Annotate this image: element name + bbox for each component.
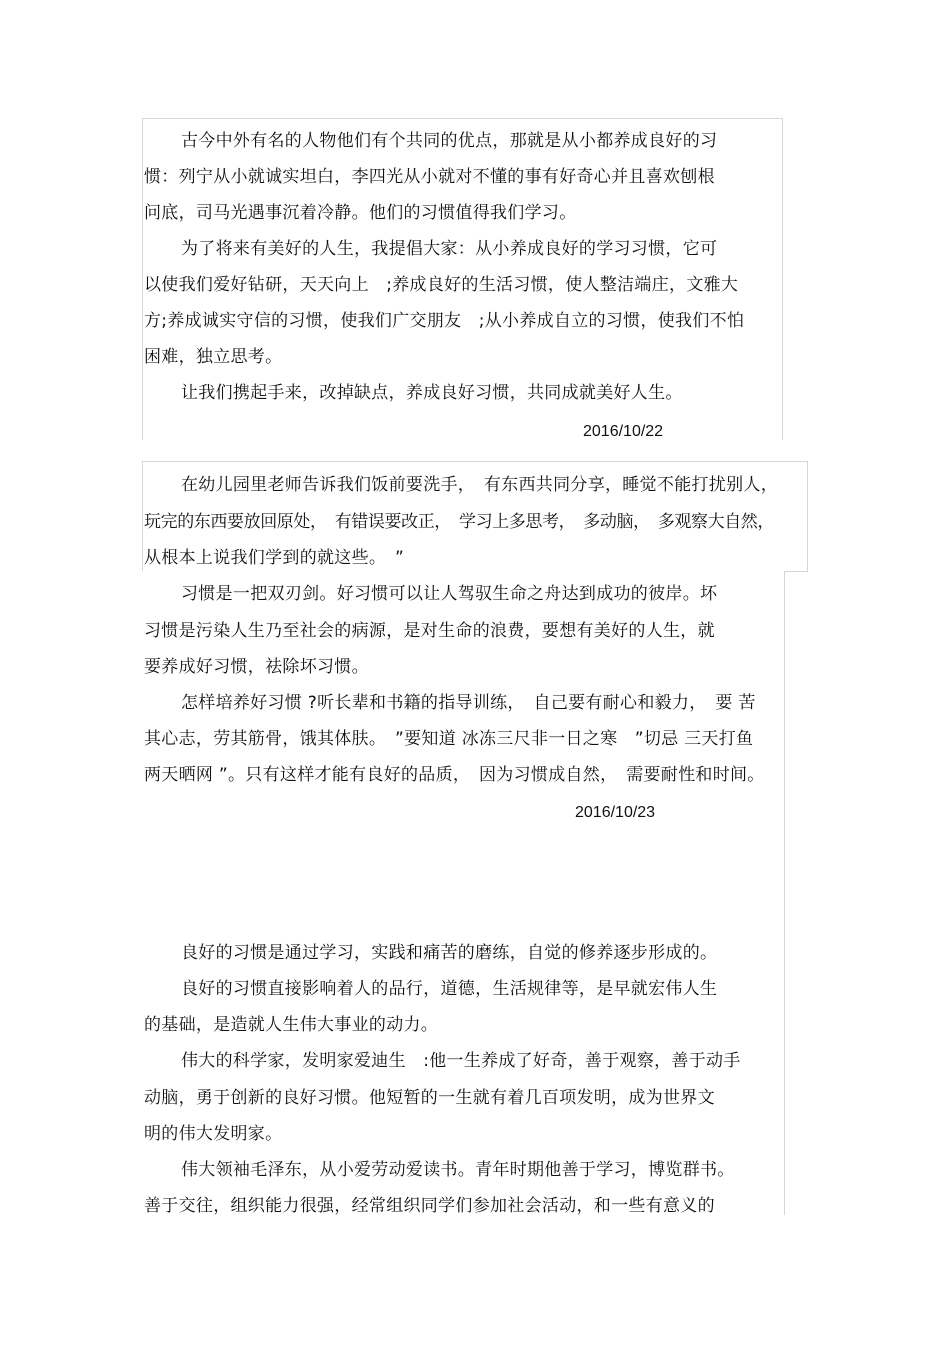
text-line: 善于交往，组织能力很强，经常组织同学们参加社会活动，和一些有意义的 <box>144 1196 715 1216</box>
text-line: 良好的习惯是通过学习，实践和痛苦的磨练，自觉的修养逐步形成的。 <box>181 943 718 963</box>
entry-date: 2016/10/22 <box>583 423 664 440</box>
text-line: 习惯是污染人生乃至社会的病源，是对生命的浪费，要想有美好的人生，就 <box>144 621 715 641</box>
frame-top-1 <box>142 118 783 119</box>
text-line: 方;养成诚实守信的习惯，使我们广交朋友 ;从小养成自立的习惯，使我们不怕 <box>144 311 745 331</box>
frame-right-1 <box>782 118 783 440</box>
text-line: 伟大领袖毛泽东，从小爱劳动爱读书。青年时期他善于学习，博览群书。 <box>181 1160 735 1180</box>
text-line: 从根本上说我们学到的就这些。 ” <box>144 548 405 568</box>
text-line: 动脑，勇于创新的良好习惯。他短暂的一生就有着几百项发明，成为世界文 <box>144 1088 715 1108</box>
frame-right-2 <box>807 461 808 571</box>
entry-date: 2016/10/23 <box>575 804 656 821</box>
text-line: 良好的习惯直接影响着人的品行，道德，生活规律等，是早就宏伟人生 <box>181 979 718 999</box>
text-line: 为了将来有美好的人生，我提倡大家：从小养成良好的学习习惯，它可 <box>181 239 718 259</box>
text-line: 两天晒网 ”。只有这样才能有良好的品质， 因为习惯成自然， 需要耐性和时间。 <box>144 765 765 785</box>
text-line: 问底，司马光遇事沉着冷静。他们的习惯值得我们学习。 <box>144 203 577 223</box>
text-line: 习惯是一把双刃剑。好习惯可以让人驾驭生命之舟达到成功的彼岸。坏 <box>181 584 718 604</box>
text-line: 在幼儿园里老师告诉我们饭前要洗手， 有东西共同分享，睡觉不能打扰别人， <box>181 475 778 495</box>
text-line: 要养成好习惯，祛除坏习惯。 <box>144 657 369 677</box>
text-line: 的基础，是造就人生伟大事业的动力。 <box>144 1015 439 1035</box>
text-line: 怎样培养好习惯 ?听长辈和书籍的指导训练， 自己要有耐心和毅力， 要 苦 <box>181 693 756 713</box>
frame-left-2 <box>142 461 143 571</box>
text-line: 其心志，劳其筋骨，饿其体肤。 ”要知道 冰冻三尺非一日之寒 ”切忌 三天打鱼 <box>144 729 754 749</box>
text-line: 古今中外有名的人物他们有个共同的优点，那就是从小都养成良好的习 <box>181 131 718 151</box>
text-line: 明的伟大发明家。 <box>144 1124 283 1144</box>
text-line: 玩完的东西要放回原处， 有错误要改正， 学习上多思考， 多动脑， 多观察大自然， <box>144 512 774 532</box>
frame-left-1 <box>142 118 143 440</box>
text-line: 困难，独立思考。 <box>144 347 283 367</box>
text-line: 伟大的科学家，发明家爱迪生 :他一生养成了好奇，善于观察，善于动手 <box>181 1051 741 1071</box>
frame-top-2 <box>142 461 808 462</box>
text-line: 惯：列宁从小就诚实坦白，李四光从小就对不懂的事有好奇心并且喜欢刨根 <box>144 167 715 187</box>
frame-bottom-2 <box>784 571 808 572</box>
frame-right-3 <box>784 571 785 1215</box>
text-line: 以使我们爱好钻研，天天向上 ;养成良好的生活习惯，使人整洁端庄，文雅大 <box>144 275 739 295</box>
text-line: 让我们携起手来，改掉缺点，养成良好习惯，共同成就美好人生。 <box>181 383 683 403</box>
